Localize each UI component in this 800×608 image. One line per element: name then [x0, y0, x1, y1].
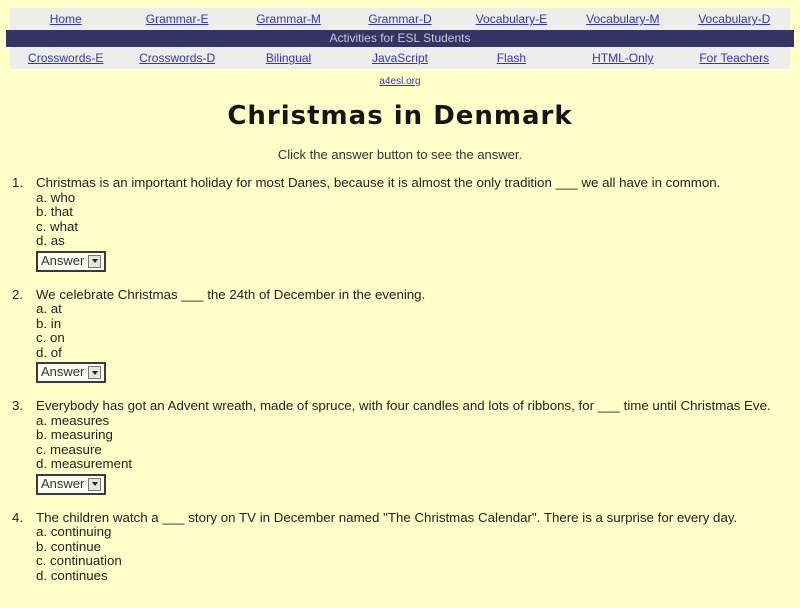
option-b: b. continue: [36, 538, 102, 554]
question-number: 4.: [12, 509, 24, 525]
nav-link-html-only[interactable]: HTML-Only: [592, 51, 654, 65]
option-a: a. at: [36, 301, 62, 316]
page-title: Christmas in Denmark: [227, 101, 573, 131]
question-number: 3.: [12, 398, 24, 413]
nav-row-top: [10, 8, 790, 30]
answer-select-3[interactable]: [36, 474, 106, 495]
nav-link-vocabulary-d[interactable]: Vocabulary-D: [698, 12, 771, 26]
instructions-text: Click the answer button to see the answer.: [277, 147, 523, 162]
answer-select-label: Answer: [41, 364, 85, 380]
option-c: c. measure: [36, 441, 102, 457]
question-4: [12, 511, 800, 584]
nav-link-crosswords-e[interactable]: Crosswords-E: [28, 51, 104, 65]
option-b: b. in: [36, 315, 62, 331]
dropdown-arrow-icon: [88, 366, 101, 379]
nav-row-bottom: [10, 47, 790, 69]
question-text: Christmas is an important holiday for most Danes, because it is almost the only tradition ___ we all have in common.: [36, 175, 721, 190]
nav-link-grammar-e[interactable]: Grammar-E: [145, 12, 209, 26]
question-text: The children watch a ___ story on TV in December named "The Christmas Calendar". There is a surprise for every day.: [36, 509, 738, 525]
nav-link-crosswords-d[interactable]: Crosswords-D: [139, 51, 216, 65]
nav-link-grammar-m[interactable]: Grammar-M: [256, 12, 321, 26]
question-number: 1.: [12, 175, 24, 190]
answer-select-label: Answer: [41, 475, 85, 491]
nav-link-home[interactable]: Home: [49, 12, 82, 26]
site-link-row: [0, 71, 800, 85]
option-a: a. who: [36, 189, 76, 205]
question-number: 2.: [12, 286, 24, 302]
quiz-list: [12, 176, 800, 583]
nav-link-for-teachers[interactable]: For Teachers: [699, 51, 770, 65]
option-c: c. on: [36, 330, 65, 345]
site-link[interactable]: a4esl.org: [379, 76, 421, 87]
question-2: [12, 288, 800, 384]
option-d: d. as: [36, 233, 65, 248]
option-c: c. what: [36, 218, 79, 234]
dropdown-arrow-icon: [88, 255, 101, 268]
dropdown-arrow-icon: [88, 478, 101, 491]
nav-link-grammar-d[interactable]: Grammar-D: [368, 12, 432, 26]
question-1: [12, 176, 800, 272]
question-text: Everybody has got an Advent wreath, made of spruce, with four candles and lots of ribbons, for ___ time until Christmas Eve.: [36, 398, 771, 413]
nav-link-flash[interactable]: Flash: [496, 51, 527, 65]
banner-label: Activities for ESL Students: [329, 31, 471, 45]
question-3: [12, 399, 800, 495]
answer-select-1[interactable]: [36, 251, 106, 272]
option-d: d. measurement: [36, 456, 133, 471]
esl-banner: [6, 30, 794, 47]
option-a: a. continuing: [36, 524, 112, 539]
option-d: d. of: [36, 344, 62, 360]
nav-link-vocabulary-m[interactable]: Vocabulary-M: [586, 12, 660, 26]
option-b: b. that: [36, 204, 73, 219]
option-b: b. measuring: [36, 427, 113, 442]
nav-link-javascript[interactable]: JavaScript: [371, 51, 428, 65]
nav-link-vocabulary-e[interactable]: Vocabulary-E: [475, 12, 548, 26]
option-c: c. continuation: [36, 553, 122, 568]
answer-select-2[interactable]: [36, 362, 106, 383]
question-text: We celebrate Christmas ___ the 24th of December in the evening.: [36, 286, 426, 302]
option-a: a. measures: [36, 412, 110, 428]
option-d: d. continues: [36, 567, 108, 583]
answer-select-label: Answer: [41, 252, 85, 268]
nav-link-bilingual[interactable]: Bilingual: [265, 51, 312, 65]
